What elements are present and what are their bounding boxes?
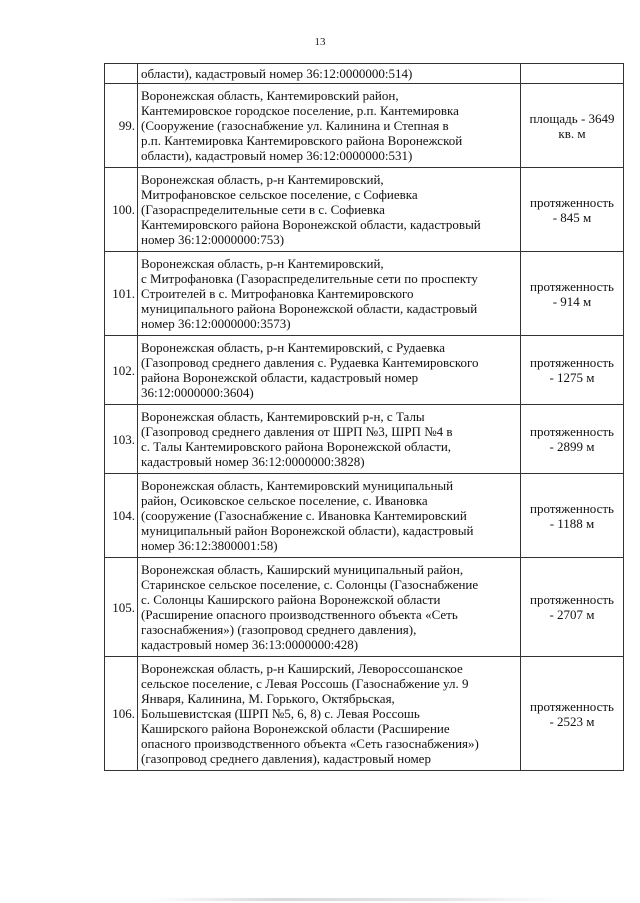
description-line: области), кадастровый номер 36:12:0000000:514) [141, 66, 413, 81]
object-size [521, 336, 624, 405]
object-description [138, 558, 521, 657]
description-line: Воронежская область, Кантемировский р-н, с Талы [141, 409, 425, 424]
object-size [521, 84, 624, 168]
object-description [138, 84, 521, 168]
description-line: 36:12:0000000:3604) [141, 385, 254, 400]
description-line: муниципального района Воронежской области, кадастровый [141, 301, 478, 316]
table-row [105, 252, 624, 336]
description-line: р.п. Кантемировка Кантемировского района Воронежской [141, 133, 463, 148]
row-number: 104. [105, 474, 138, 558]
table-row [105, 64, 624, 84]
table-row [105, 336, 624, 405]
description-line: Большевистская (ШРП №5, 6, 8) с. Левая Россошь [141, 706, 420, 721]
object-description [138, 336, 521, 405]
row-number: 101. [105, 252, 138, 336]
table-row [105, 474, 624, 558]
description-line: Строителей в с. Митрофановка Кантемировского [141, 286, 414, 301]
description-line: области), кадастровый номер 36:12:0000000:531) [141, 148, 413, 163]
object-description [138, 64, 521, 84]
description-line: (Расширение опасного производственного объекта «Сеть [141, 607, 458, 622]
description-line: сельское поселение, с Левая Россошь (Газоснабжение ул. 9 [141, 676, 469, 691]
description-line: номер 36:12:3800001:58) [141, 538, 278, 553]
size-line: кв. м [558, 125, 586, 141]
object-size [521, 252, 624, 336]
description-line: Воронежская область, Кантемировский район, [141, 88, 399, 103]
description-line: Каширского района Воронежской области (Расширение [141, 721, 450, 736]
size-line: площадь - 3649 [529, 110, 615, 126]
size-line: - 2523 м [549, 713, 595, 729]
description-line: Старинское сельское поселение, с. Солонцы (Газоснабжение [141, 577, 479, 592]
description-line: (газопровод среднего давления), кадастровый номер [141, 751, 431, 766]
object-description [138, 168, 521, 252]
size-line: протяженность [530, 194, 614, 210]
description-line: (Газораспределительные сети в с. Софиевка [141, 202, 385, 217]
table-row [105, 168, 624, 252]
object-size [521, 405, 624, 474]
description-line: района Воронежской области, кадастровый номер [141, 370, 419, 385]
description-line: с. Талы Кантемировского района Воронежской области, [141, 439, 452, 454]
description-line: газоснабжения») (газопровод среднего давления), [141, 622, 417, 637]
size-line: - 845 м [552, 209, 592, 225]
description-line: кадастровый номер 36:13:0000000:428) [141, 637, 359, 652]
object-size [521, 558, 624, 657]
description-line: Воронежская область, Кантемировский муниципальный [141, 478, 454, 493]
row-number: 106. [105, 657, 138, 771]
size-line: протяженность [530, 278, 614, 294]
size-line: протяженность [530, 698, 614, 714]
description-line: Митрофановское сельское поселение, с Софиевка [141, 187, 418, 202]
row-number: 100. [105, 168, 138, 252]
size-line: протяженность [530, 500, 614, 516]
description-line: Января, Калинина, М. Горького, Октябрьская, [141, 691, 395, 706]
size-line: протяженность [530, 355, 614, 370]
description-line: кадастровый номер 36:12:0000000:3828) [141, 454, 365, 469]
object-size [521, 657, 624, 771]
object-size [521, 64, 624, 84]
row-number: 99. [105, 84, 138, 168]
row-number: 105. [105, 558, 138, 657]
description-line: (сооружение (Газоснабжение с. Ивановка Кантемировский [141, 508, 467, 523]
page-number: 13 [314, 36, 326, 48]
scan-edge-artifact [150, 898, 570, 901]
description-line: (Газопровод среднего давления с. Рудаевка Кантемировского [141, 355, 479, 370]
description-line: номер 36:12:0000000:3573) [141, 316, 291, 331]
description-line: Кантемировского района Воронежской области, кадастровый [141, 217, 481, 232]
table-row [105, 84, 624, 168]
description-line: с. Солонцы Каширского района Воронежской области [141, 592, 441, 607]
object-description [138, 405, 521, 474]
size-line: протяженность [530, 424, 614, 439]
row-number: 102. [105, 336, 138, 405]
description-line: номер 36:12:0000000:753) [141, 232, 285, 247]
table-row [105, 558, 624, 657]
description-line: Воронежская область, р-н Кантемировский, [141, 256, 384, 271]
size-line: - 914 м [552, 293, 592, 309]
description-line: (Газопровод среднего давления от ШРП №3, ШРП №4 в [141, 424, 453, 439]
description-line: опасного производственного объекта «Сеть газоснабжения») [141, 736, 479, 751]
object-size [521, 474, 624, 558]
description-line: Кантемировское городское поселение, р.п. Кантемировка [141, 103, 459, 118]
size-line: - 1275 м [549, 370, 595, 385]
size-line: - 2707 м [549, 607, 595, 622]
description-line: (Сооружение (газоснабжение ул. Калинина и Степная в [141, 118, 449, 133]
property-table [104, 63, 624, 771]
object-size [521, 168, 624, 252]
size-line: - 1188 м [549, 515, 595, 531]
object-description [138, 474, 521, 558]
row-number: 103. [105, 405, 138, 474]
description-line: муниципальный район Воронежской области), кадастровый [141, 523, 474, 538]
object-description [138, 657, 521, 771]
table-row [105, 657, 624, 771]
size-line: протяженность [530, 592, 614, 607]
description-line: Воронежская область, р-н Кантемировский, [141, 172, 384, 187]
description-line: район, Осиковское сельское поселение, с. Ивановка [141, 493, 428, 508]
object-description [138, 252, 521, 336]
description-line: Воронежская область, р-н Каширский, Левороссошанское [141, 661, 463, 676]
description-line: Воронежская область, р-н Кантемировский, с Рудаевка [141, 340, 446, 355]
size-line: - 2899 м [549, 439, 595, 454]
table-row [105, 405, 624, 474]
description-line: Воронежская область, Каширский муниципальный район, [141, 562, 464, 577]
table-body [105, 64, 624, 771]
row-number [105, 64, 138, 84]
description-line: с Митрофановка (Газораспределительные сети по проспекту [141, 271, 478, 286]
